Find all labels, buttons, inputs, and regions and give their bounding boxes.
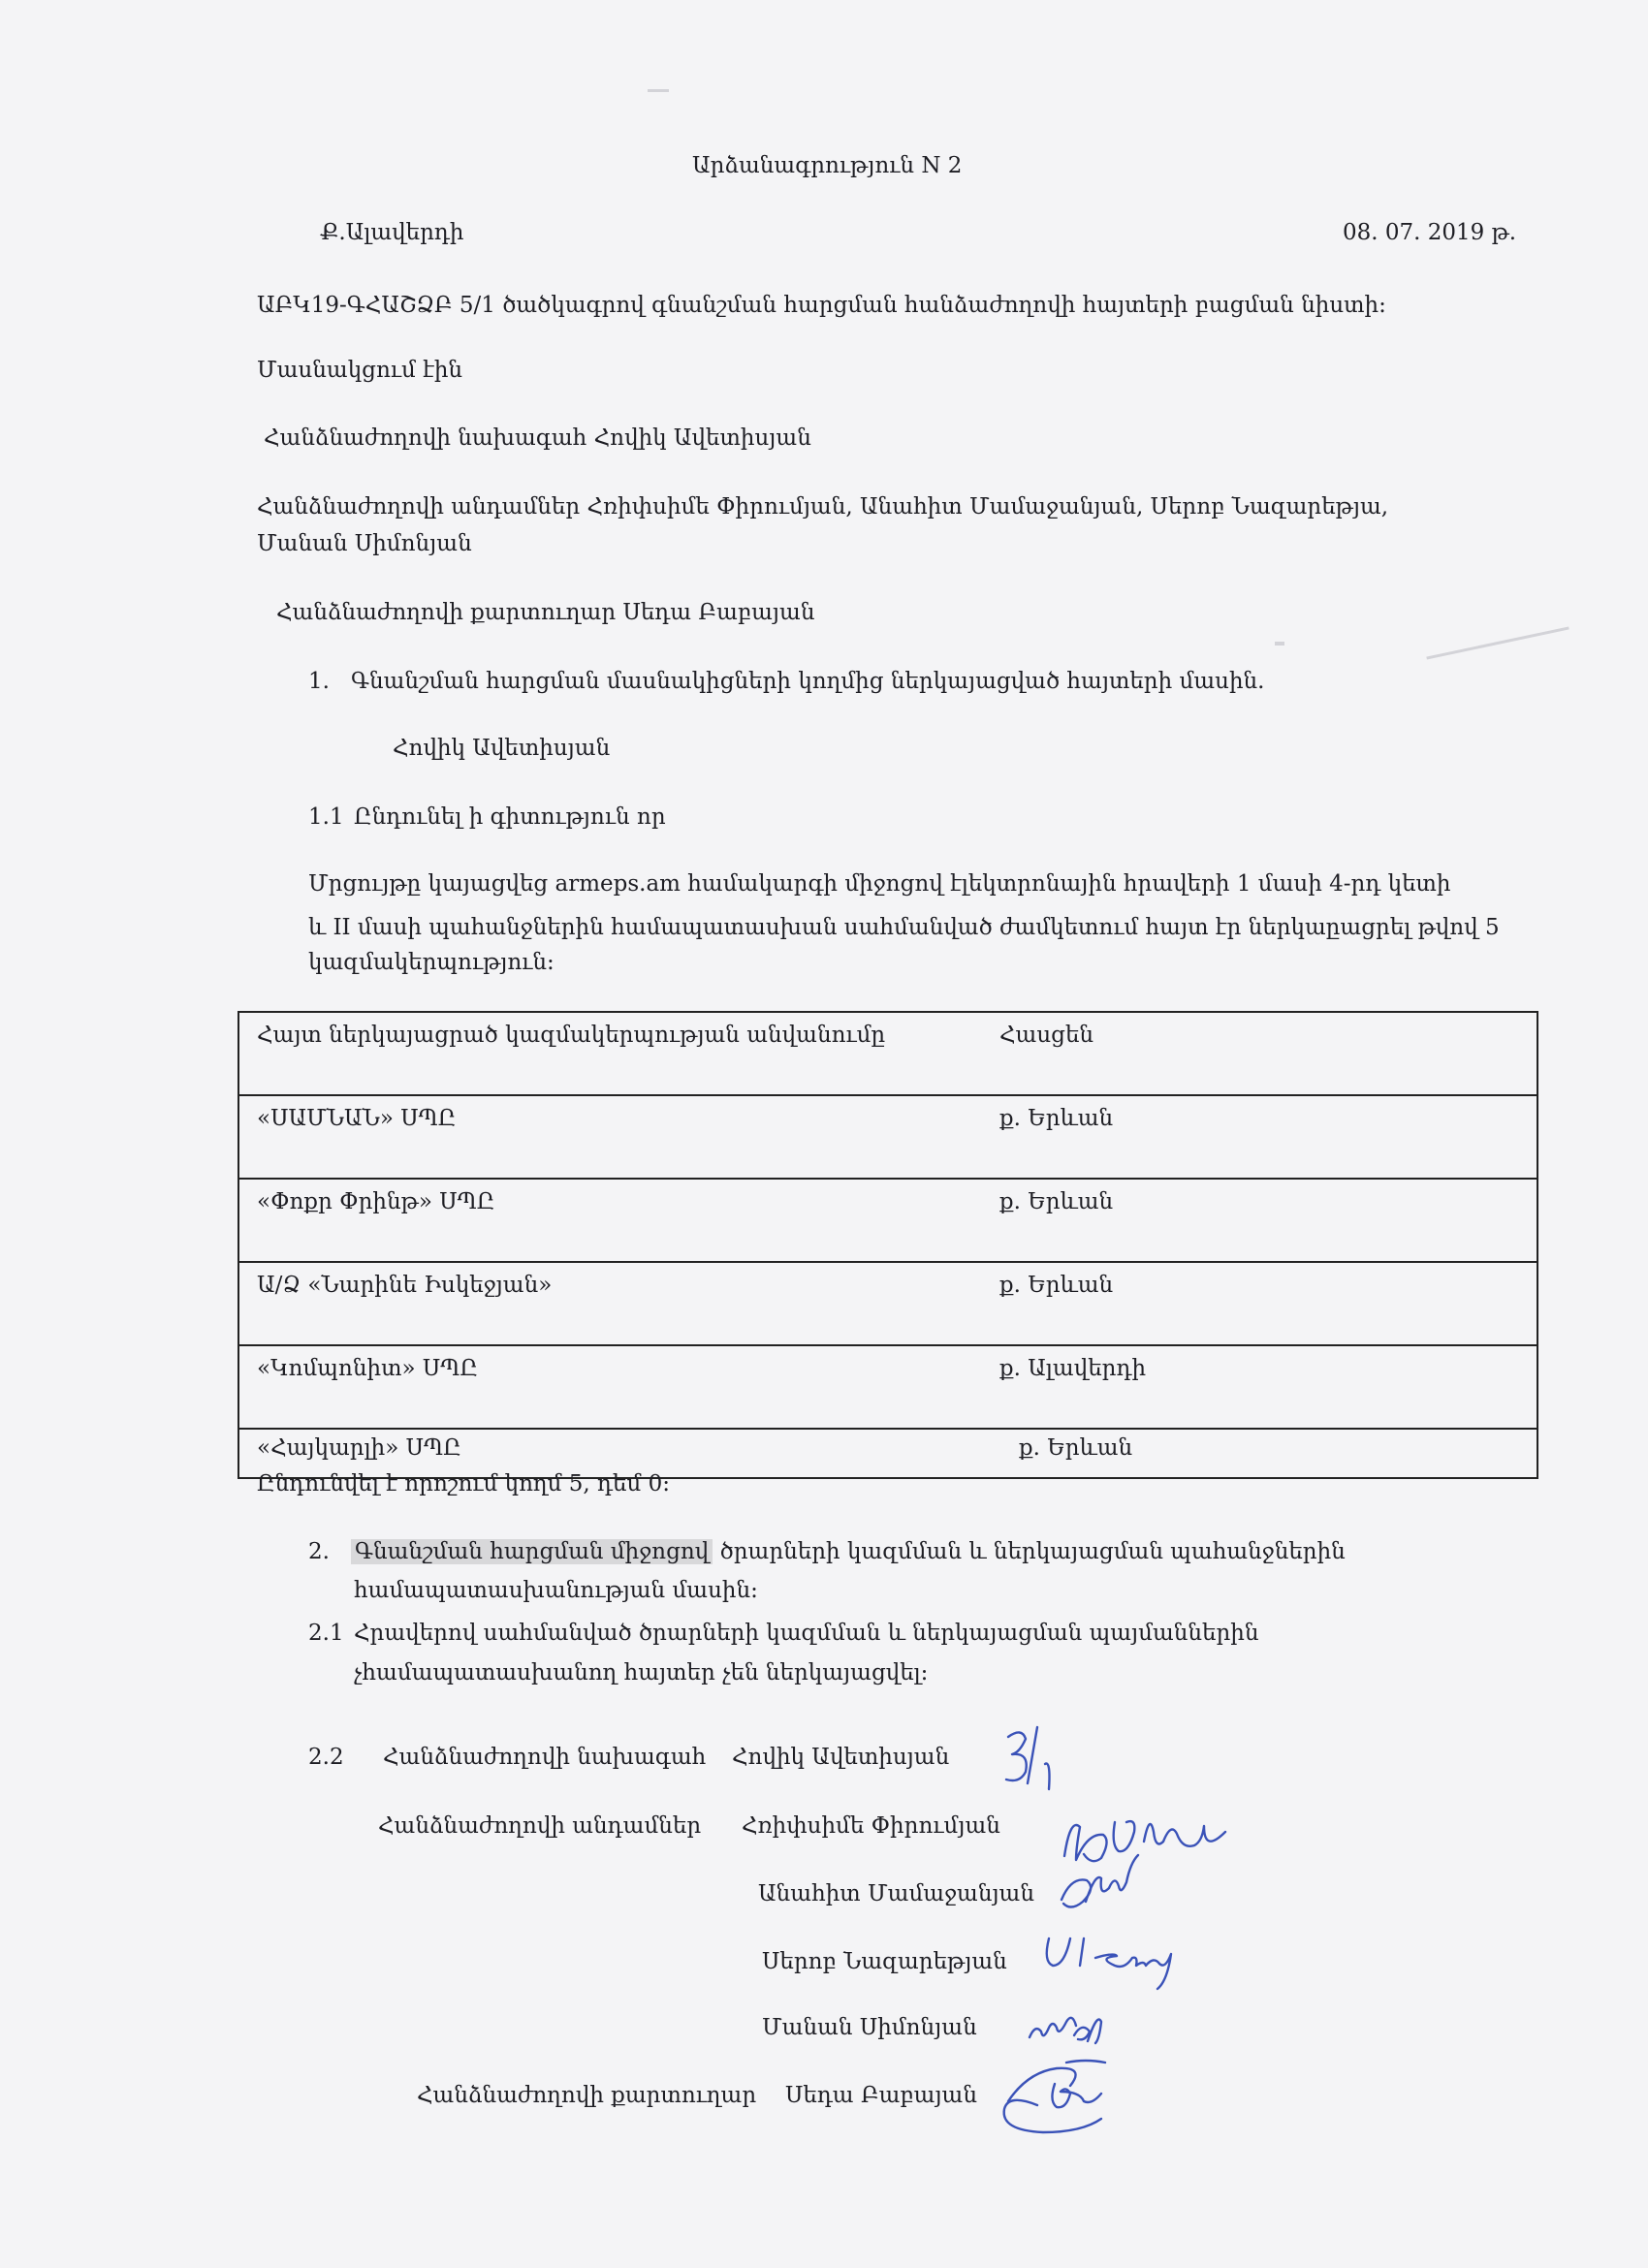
member-1-signature — [1064, 1821, 1225, 1861]
member-4-signature — [1030, 2018, 1101, 2043]
item2-sub1-number: 2.1 — [308, 1621, 344, 1646]
table-header-row — [238, 1012, 1537, 1095]
org-address-cell — [1019, 1429, 1537, 1478]
org-name-cell — [238, 1179, 1030, 1262]
member-1-name: Հռիփսիմե Փիրումյան — [742, 1813, 1000, 1839]
members-line-1: Հանձնաժողովի անդամներ Հռիփսիմե Փիրումյան, Անահիտ Մամաջանյան, Սերոբ Նազարեթյա, — [257, 494, 1389, 520]
item1-paragraph-line-3: կազմակերպություն: — [308, 950, 555, 975]
item2-number: 2. — [308, 1539, 330, 1564]
item2-sub1-line-1: Հրավերով սահմանված ծրարների կազմման և ներկայացման պայմաններին — [354, 1621, 1259, 1646]
org-name-cell — [238, 1095, 1030, 1179]
table-row — [238, 1262, 1537, 1345]
signatures-number: 2.2 — [308, 1745, 344, 1770]
org-name-cell — [238, 1345, 1030, 1429]
org-name: «ՍԱՄՆԱՆ» ՍՊԸ — [257, 1106, 457, 1131]
bidders-table — [238, 1011, 1538, 1479]
document-title: Արձանագրություն N 2 — [692, 153, 963, 178]
org-address-cell — [999, 1179, 1537, 1262]
item1-paragraph-line-1: Մրցույթը կայացվեց armeps.am համակարգի միջոցով էլեկտրոնային հրավերի 1 մասի 4-րդ կետի — [308, 871, 1451, 897]
member-2-name: Անահիտ Մամաջանյան — [758, 1881, 1034, 1906]
members-role: Հանձնաժողովի անդամներ — [378, 1813, 702, 1839]
chair-signature — [1006, 1727, 1050, 1789]
item1-number: 1. — [308, 669, 330, 694]
participants-heading: Մասնակցում էին — [257, 358, 463, 383]
org-address: ք. Երևան — [999, 1189, 1114, 1214]
item1-sub-number: 1.1 — [308, 804, 344, 830]
org-address: ք. Երևան — [999, 1273, 1114, 1298]
table-row — [238, 1179, 1537, 1262]
org-name: «Փոքր Փրինթ» ՍՊԸ — [257, 1189, 495, 1214]
member-2-signature — [1062, 1855, 1138, 1907]
chair-line: Հանձնաժողովի նախագահ Հովիկ Ավետիսյան — [264, 425, 811, 451]
subject-line: ԱԲԿ19-ԳՀԱՇՁԲ 5/1 ծածկագրով գնանշման հարցման հանձաժողովի հայտերի բացման նիստի: — [257, 293, 1386, 318]
members-line-2: Մանան Սիմոնյան — [257, 531, 472, 556]
scan-speck — [1275, 642, 1284, 646]
org-address: ք. Երևան — [999, 1106, 1114, 1131]
org-address: ք. Ալավերդի — [999, 1356, 1147, 1381]
secretary-role: Հանձնաժողովի քարտուղար — [417, 2083, 757, 2108]
vote-line: Ընդունվել է որոշում կողմ 5, դեմ 0: — [257, 1471, 670, 1496]
header-name: Հայտ ներկայացրած կազմակերպության անվանումը — [257, 1023, 886, 1048]
org-name: «Կոմպոնիտ» ՍՊԸ — [257, 1356, 478, 1381]
header-address-cell — [999, 1012, 1537, 1095]
org-address-cell — [999, 1262, 1537, 1345]
org-address: ք. Երևան — [1019, 1435, 1133, 1461]
secretary-line: Հանձնաժողովի քարտուղար Սեդա Բաբայան — [276, 600, 815, 625]
item2-text-rest: ծրարների կազմման և ներկայացման պահանջներին — [713, 1539, 1346, 1564]
item1-sub-text: Ընդունել ի գիտություն որ — [354, 804, 666, 830]
table-row — [238, 1095, 1537, 1179]
item2-text — [351, 1539, 1346, 1564]
member-4-name: Մանան Սիմոնյան — [762, 2015, 977, 2040]
item1-paragraph-line-2: և II մասի պահանջներին համապատասխան սահմանված ժամկետում հայտ էր ներկաըացրել թվով 5 — [308, 915, 1500, 940]
header-address: Հասցեն — [999, 1023, 1094, 1048]
header-name-cell — [238, 1012, 1030, 1095]
org-name-cell — [238, 1262, 1030, 1345]
chair-role: Հանձնաժողովի նախագահ — [383, 1745, 707, 1770]
org-address-cell — [999, 1345, 1537, 1429]
scan-speck — [1426, 626, 1569, 659]
org-name: «Հայկարլի» ՍՊԸ — [257, 1435, 461, 1461]
member-3-signature — [1047, 1938, 1171, 1989]
date-label: 08. 07. 2019 թ. — [1343, 220, 1517, 245]
member-3-name: Սերոբ Նազարեթյան — [762, 1949, 1007, 1974]
secretary-name: Սեդա Բաբայան — [785, 2083, 977, 2108]
item1-speaker: Հովիկ Ավետիսյան — [393, 736, 611, 761]
table-row — [238, 1345, 1537, 1429]
item2-highlight: Գնանշման հարցման միջոցով — [351, 1539, 713, 1564]
secretary-signature — [1004, 2061, 1105, 2132]
item2-text-line-2: համապատասխանության մասին: — [354, 1578, 758, 1603]
org-address-cell — [999, 1095, 1537, 1179]
place-label: Ք.Ալավերդի — [320, 220, 464, 245]
scan-speck — [648, 89, 669, 92]
item1-text: Գնանշման հարցման մասնակիցների կողմից ներկայացված հայտերի մասին. — [351, 669, 1265, 694]
item2-sub1-line-2: չհամապատասխանող հայտեր չեն ներկայացվել: — [354, 1660, 929, 1685]
org-name: Ա/Ձ «Նարինե Իսկեջյան» — [257, 1273, 553, 1298]
chair-name: Հովիկ Ավետիսյան — [732, 1745, 950, 1770]
